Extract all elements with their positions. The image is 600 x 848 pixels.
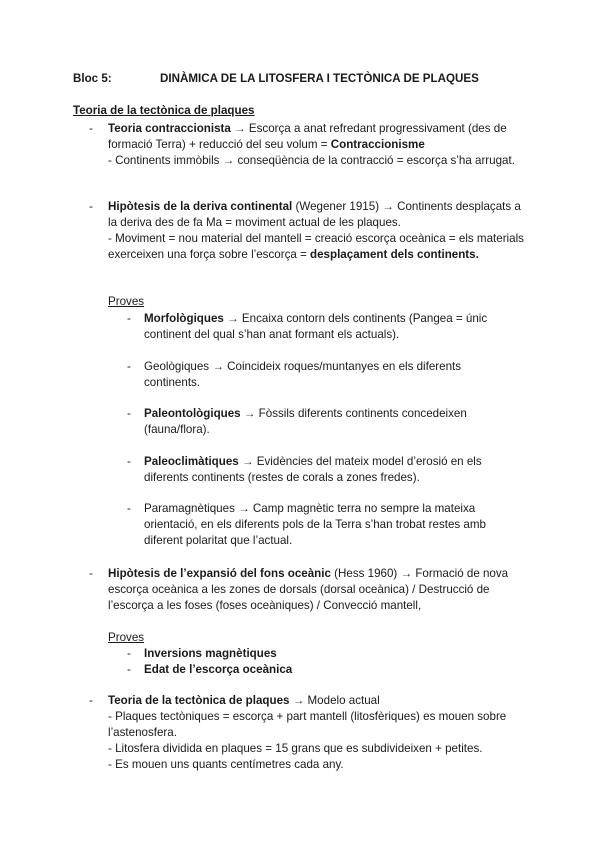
proof-paleoclimatiques (127, 454, 512, 486)
proof-geologiques (127, 359, 512, 391)
proof-inversions-magnetiques (127, 646, 512, 662)
item-body (108, 121, 529, 169)
proof-text: → Evidències del mateix model d’erosió en els diferents continents (restes de corals a zones fredes). (144, 455, 482, 484)
item-emphasis: Contraccionisme (330, 138, 425, 151)
proof-text: → Fòssils diferents continents concedeixen (fauna/flora). (144, 407, 467, 436)
item-body (108, 199, 529, 263)
item-deriva-continental (89, 199, 529, 263)
proof-text: Paramagnètiques → Camp magnètic terra no sempre la mateixa orientació, en els diferents pols de la Terra s’han trobat restes amb diferent polaritat que l’actual. (144, 502, 486, 547)
item-line: - Litosfera dividida en plaques = 15 grans que es subdivideixen + petites. (108, 742, 483, 755)
item-heading: Hipòtesis de l’expansió del fons oceànic (108, 567, 331, 580)
proof-edat-escorca (127, 662, 512, 678)
bullet-dash: - (127, 360, 131, 373)
item-expansio-fons-oceanic (89, 566, 529, 614)
bullet-dash: - (127, 407, 131, 420)
document-header (73, 71, 533, 87)
bullet-dash: - (89, 694, 93, 707)
item-text: → Modelo actual (289, 694, 380, 707)
proof-heading: Inversions magnètiques (144, 647, 277, 660)
proves-label: Proves (108, 631, 145, 644)
proof-text: → Encaixa contorn dels continents (Pangea = únic continent del qual s’han anat formant els actuals). (144, 312, 488, 341)
bullet-dash: - (89, 200, 93, 213)
item-text: (Hess 1960) → Formació de nova escorça oceànica a les zones de dorsals (dorsal oceànica) / Destrucció de l’escorça a les foses (foses oceàniques) / Convecció mantell, (108, 567, 509, 612)
bloc-label: Bloc 5: (73, 72, 112, 85)
item-line: - Continents immòbils → conseqüència de la contracció = escorça s’ha arrugat. (108, 154, 515, 167)
bullet-dash: - (89, 567, 93, 580)
proof-paramagnetiques (127, 501, 512, 549)
bullet-dash: - (89, 122, 93, 135)
proof-heading: Paleontològiques (144, 407, 241, 420)
item-line: - Moviment = nou material del mantell = creació escorça oceànica = els materials exerceixen una força sobre l’escorça = (108, 232, 524, 261)
bullet-dash: - (127, 455, 131, 468)
bullet-dash: - (127, 502, 131, 515)
section-title: Teoria de la tectònica de plaques (73, 104, 255, 117)
proof-text: Geològiques → Coincideix roques/muntanyes en els diferents continents. (144, 360, 462, 389)
proves-label: Proves (108, 295, 145, 308)
item-heading: Teoria contraccionista (108, 122, 231, 135)
bullet-dash: - (127, 663, 131, 676)
proof-morfologiques (127, 311, 512, 343)
proof-heading: Paleoclimàtiques (144, 455, 239, 468)
bullet-dash: - (127, 312, 131, 325)
item-contraccionista (89, 121, 529, 169)
bullet-dash: - (127, 647, 131, 660)
item-heading: Hipòtesis de la deriva continental (108, 200, 293, 213)
item-body (108, 693, 529, 773)
proof-heading: Morfològiques (144, 312, 224, 325)
document-title: DINÀMICA DE LA LITOSFERA I TECTÒNICA DE PLAQUES (160, 72, 479, 85)
item-text: (Wegener 1915) → Continents desplaçats a la deriva des de fa Ma = moviment actual de les plaques. (108, 200, 521, 229)
proof-heading: Edat de l’escorça oceànica (144, 663, 293, 676)
item-line: - Es mouen uns quants centímetres cada any. (108, 758, 344, 771)
proof-paleontologiques (127, 406, 512, 438)
item-tectonica-plaques (89, 693, 529, 773)
item-heading: Teoria de la tectònica de plaques (108, 694, 290, 707)
item-line: - Plaques tectòniques = escorça + part mantell (litosfèriques) es mouen sobre l’astenosfera. (108, 710, 507, 739)
item-text: → Escorça a anat refredant progressivament (des de formació Terra) + reducció del seu volum = (108, 122, 507, 151)
item-body (108, 566, 529, 614)
item-emphasis: desplaçament dels continents. (310, 248, 479, 261)
